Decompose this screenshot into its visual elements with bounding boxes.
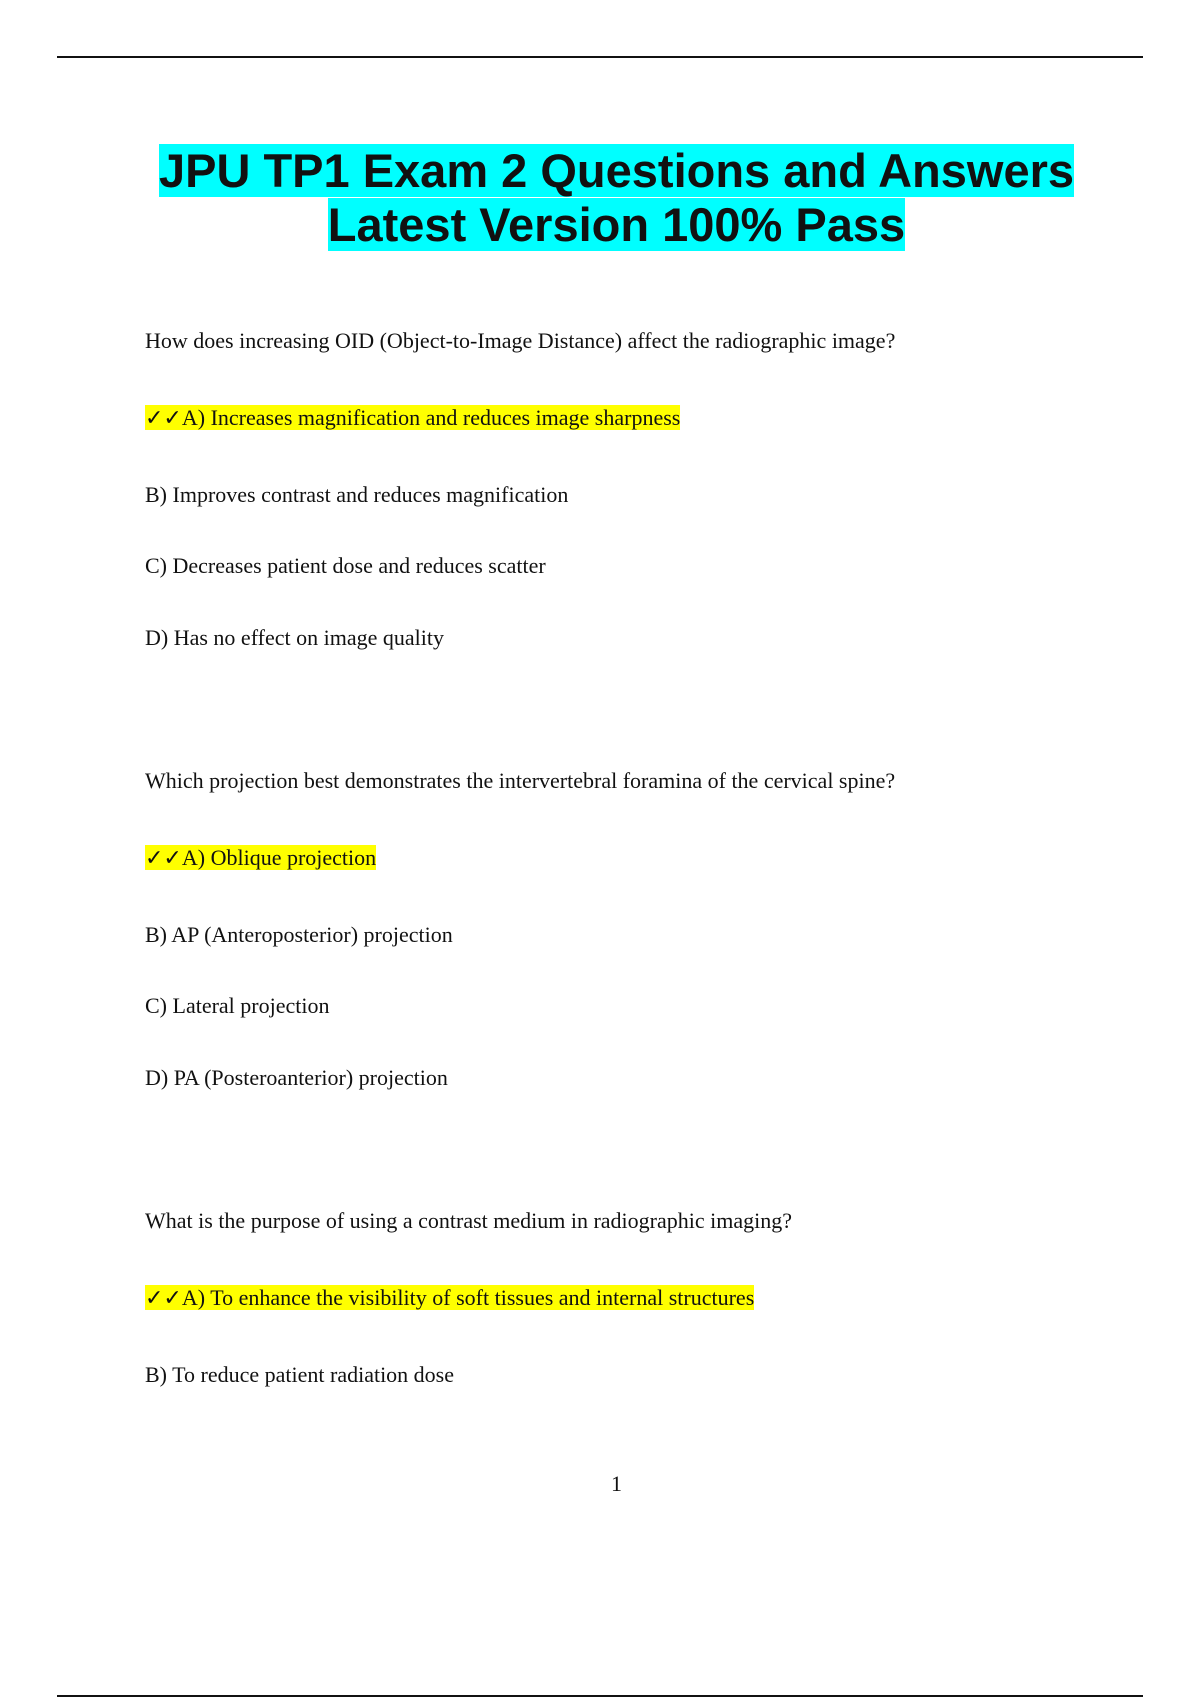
question-1-option-d: D) Has no effect on image quality bbox=[145, 625, 444, 650]
question-2-correct-answer bbox=[145, 844, 376, 873]
page-number: 1 bbox=[611, 1471, 622, 1496]
question-2-option-b: B) AP (Anteroposterior) projection bbox=[145, 922, 453, 947]
question-3-option-b: B) To reduce patient radiation dose bbox=[145, 1362, 455, 1387]
title-line-1: JPU TP1 Exam 2 Questions and Answers bbox=[158, 144, 1075, 197]
check-mark-icon: ✓✓ bbox=[145, 406, 182, 431]
question-2-text: Which projection best demonstrates the intervertebral foramina of the cervical spine? bbox=[145, 768, 896, 793]
document-title bbox=[0, 144, 1200, 252]
question-3-text: What is the purpose of using a contrast medium in radiographic imaging? bbox=[145, 1208, 793, 1233]
question-1-text: How does increasing OID (Object-to-Image Distance) affect the radiographic image? bbox=[145, 328, 896, 353]
check-mark-icon: ✓✓ bbox=[145, 1286, 182, 1311]
question-1-option-b: B) Improves contrast and reduces magnification bbox=[145, 482, 569, 507]
question-2-option-d: D) PA (Posteroanterior) projection bbox=[145, 1065, 448, 1090]
correct-answer-text: A) Increases magnification and reduces image sharpness bbox=[181, 405, 681, 430]
correct-answer-text: A) Oblique projection bbox=[181, 845, 377, 870]
question-2-option-c: C) Lateral projection bbox=[145, 993, 330, 1018]
footer-rule bbox=[57, 1695, 1143, 1697]
question-3-correct-answer bbox=[145, 1284, 754, 1313]
correct-answer-text: A) To enhance the visibility of soft tissues and internal structures bbox=[181, 1285, 755, 1310]
question-1-correct-answer bbox=[145, 404, 680, 433]
check-mark-icon: ✓✓ bbox=[145, 846, 182, 871]
question-1-option-c: C) Decreases patient dose and reduces scatter bbox=[145, 553, 546, 578]
header-rule bbox=[57, 56, 1143, 58]
title-line-2: Latest Version 100% Pass bbox=[327, 198, 906, 251]
